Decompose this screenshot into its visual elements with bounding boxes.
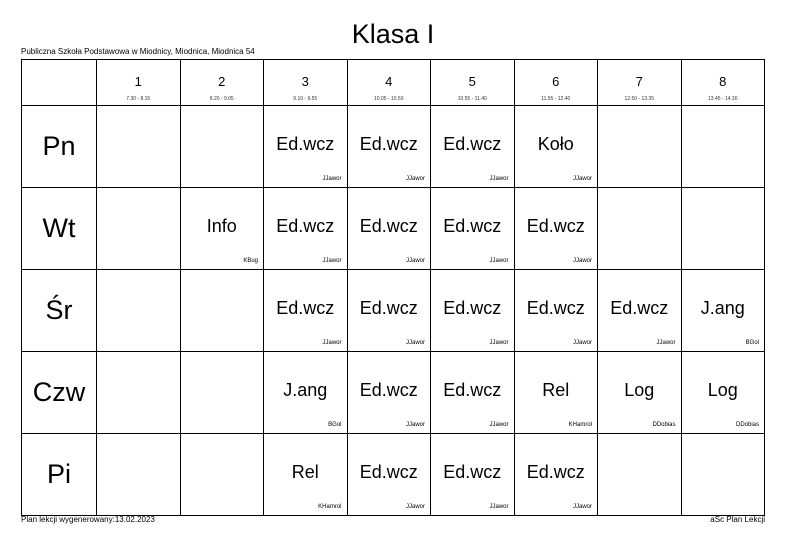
lesson-subject: Ed.wcz — [359, 380, 418, 400]
school-name: Publiczna Szkoła Podstawowa w Miodnicy, Miodnica, Miodnica 54 — [21, 47, 255, 56]
timetable — [21, 59, 765, 516]
day-label: Pi — [22, 434, 97, 516]
period-number: 7 — [635, 74, 643, 89]
lesson-teacher: DDobias — [735, 422, 759, 428]
lesson-teacher: JJawor — [489, 504, 509, 510]
lesson-subject: J.ang — [700, 298, 745, 318]
lesson-teacher: JJawor — [489, 258, 509, 264]
lesson-subject: Ed.wcz — [359, 298, 418, 318]
lesson-cell — [347, 188, 431, 270]
lesson-cell — [180, 188, 264, 270]
lesson-teacher: JJawor — [489, 340, 509, 346]
lesson-cell — [598, 106, 682, 188]
period-number: 4 — [385, 74, 393, 89]
lesson-subject: Ed.wcz — [276, 134, 335, 154]
lesson-teacher: BGol — [745, 340, 759, 346]
lesson-cell — [97, 188, 181, 270]
lesson-subject: Ed.wcz — [443, 134, 502, 154]
lesson-cell — [264, 352, 348, 434]
lesson-cell — [431, 188, 515, 270]
lesson-cell — [264, 188, 348, 270]
period-header — [97, 60, 181, 106]
lesson-subject: Info — [206, 216, 237, 236]
period-header — [347, 60, 431, 106]
lesson-teacher: KHamrol — [318, 504, 342, 510]
lesson-cell — [681, 270, 765, 352]
lesson-cell — [180, 352, 264, 434]
lesson-cell — [681, 352, 765, 434]
day-label: Wt — [22, 188, 97, 270]
page-title: Klasa I — [351, 19, 435, 49]
lesson-subject: Ed.wcz — [276, 298, 335, 318]
lesson-cell — [598, 434, 682, 516]
lesson-subject: Ed.wcz — [443, 380, 502, 400]
lesson-cell — [681, 188, 765, 270]
lesson-teacher: JJawor — [405, 258, 425, 264]
lesson-cell — [514, 352, 598, 434]
lesson-subject: Ed.wcz — [526, 216, 585, 236]
day-row — [22, 270, 765, 352]
lesson-cell — [180, 434, 264, 516]
lesson-cell — [681, 434, 765, 516]
lesson-teacher: JJawor — [322, 258, 342, 264]
lesson-cell — [347, 434, 431, 516]
lesson-cell — [347, 106, 431, 188]
lesson-cell — [97, 352, 181, 434]
lesson-subject: Ed.wcz — [443, 216, 502, 236]
period-time: 7.30 - 8.15 — [126, 96, 151, 102]
lesson-teacher: KHamrol — [568, 422, 592, 428]
lesson-teacher: BGol — [328, 422, 342, 428]
period-number: 8 — [719, 74, 727, 89]
lesson-subject: Ed.wcz — [359, 216, 418, 236]
period-number: 5 — [468, 74, 476, 89]
lesson-teacher: JJawor — [572, 176, 592, 182]
lesson-teacher: JJawor — [489, 422, 509, 428]
day-row — [22, 188, 765, 270]
lesson-teacher: JJawor — [322, 340, 342, 346]
period-number: 2 — [218, 74, 226, 89]
period-header — [180, 60, 264, 106]
period-time: 10.55 - 11.40 — [457, 96, 487, 102]
period-header-row — [22, 60, 765, 106]
lesson-cell — [514, 270, 598, 352]
lesson-cell — [681, 106, 765, 188]
lesson-teacher: JJawor — [489, 176, 509, 182]
lesson-teacher: JJawor — [572, 258, 592, 264]
lesson-cell — [431, 434, 515, 516]
lesson-cell — [180, 106, 264, 188]
lesson-subject: Ed.wcz — [526, 298, 585, 318]
lesson-subject: Ed.wcz — [276, 216, 335, 236]
lesson-cell — [431, 352, 515, 434]
lesson-cell — [514, 434, 598, 516]
lesson-cell — [97, 106, 181, 188]
lesson-subject: Log — [624, 380, 655, 400]
corner-cell — [22, 60, 97, 106]
lesson-cell — [347, 352, 431, 434]
period-number: 6 — [552, 74, 560, 89]
period-time: 9.10 - 9.55 — [293, 96, 318, 102]
day-row — [22, 106, 765, 188]
lesson-teacher: JJawor — [572, 340, 592, 346]
lesson-cell — [431, 270, 515, 352]
day-label: Czw — [22, 352, 97, 434]
lesson-cell — [264, 434, 348, 516]
lesson-cell — [180, 270, 264, 352]
day-label: Śr — [22, 270, 97, 352]
lesson-cell — [514, 106, 598, 188]
lesson-cell — [97, 434, 181, 516]
lesson-cell — [431, 106, 515, 188]
lesson-cell — [347, 270, 431, 352]
lesson-cell — [264, 270, 348, 352]
lesson-subject: Log — [707, 380, 738, 400]
generated-date: Plan lekcji wygenerowany:13.02.2023 — [21, 515, 155, 524]
lesson-teacher: JJawor — [405, 340, 425, 346]
lesson-cell — [598, 188, 682, 270]
lesson-teacher: JJawor — [322, 176, 342, 182]
period-header — [514, 60, 598, 106]
lesson-teacher: KBug — [243, 258, 258, 264]
period-header — [431, 60, 515, 106]
lesson-subject: Ed.wcz — [359, 134, 418, 154]
period-number: 1 — [134, 74, 142, 89]
period-header — [681, 60, 765, 106]
lesson-subject: Koło — [537, 134, 574, 154]
lesson-teacher: JJawor — [405, 504, 425, 510]
lesson-subject: Ed.wcz — [526, 462, 585, 482]
lesson-subject: J.ang — [283, 380, 328, 400]
day-label: Pn — [22, 106, 97, 188]
lesson-teacher: JJawor — [572, 504, 592, 510]
lesson-subject: Ed.wcz — [359, 462, 418, 482]
period-time: 11.55 - 12.40 — [541, 96, 571, 102]
day-row — [22, 434, 765, 516]
period-time: 8.20 - 9.05 — [209, 96, 234, 102]
lesson-cell — [598, 352, 682, 434]
lesson-subject: Rel — [542, 380, 570, 400]
period-header — [264, 60, 348, 106]
lesson-cell — [264, 106, 348, 188]
lesson-subject: Rel — [291, 462, 319, 482]
lesson-cell — [97, 270, 181, 352]
lesson-subject: Ed.wcz — [443, 298, 502, 318]
app-credit: aSc Plan Lekcji — [710, 515, 765, 524]
lesson-teacher: JJawor — [405, 176, 425, 182]
lesson-cell — [598, 270, 682, 352]
period-header — [598, 60, 682, 106]
lesson-subject: Ed.wcz — [443, 462, 502, 482]
period-time: 13.45 - 14.30 — [708, 96, 738, 102]
lesson-teacher: DDobias — [652, 422, 676, 428]
day-row — [22, 352, 765, 434]
period-time: 12.50 - 13.35 — [624, 96, 654, 102]
lesson-teacher: JJawor — [656, 340, 676, 346]
lesson-teacher: JJawor — [405, 422, 425, 428]
lesson-subject: Ed.wcz — [610, 298, 669, 318]
lesson-cell — [514, 188, 598, 270]
period-number: 3 — [301, 74, 309, 89]
period-time: 10.05 - 10.50 — [374, 96, 404, 102]
